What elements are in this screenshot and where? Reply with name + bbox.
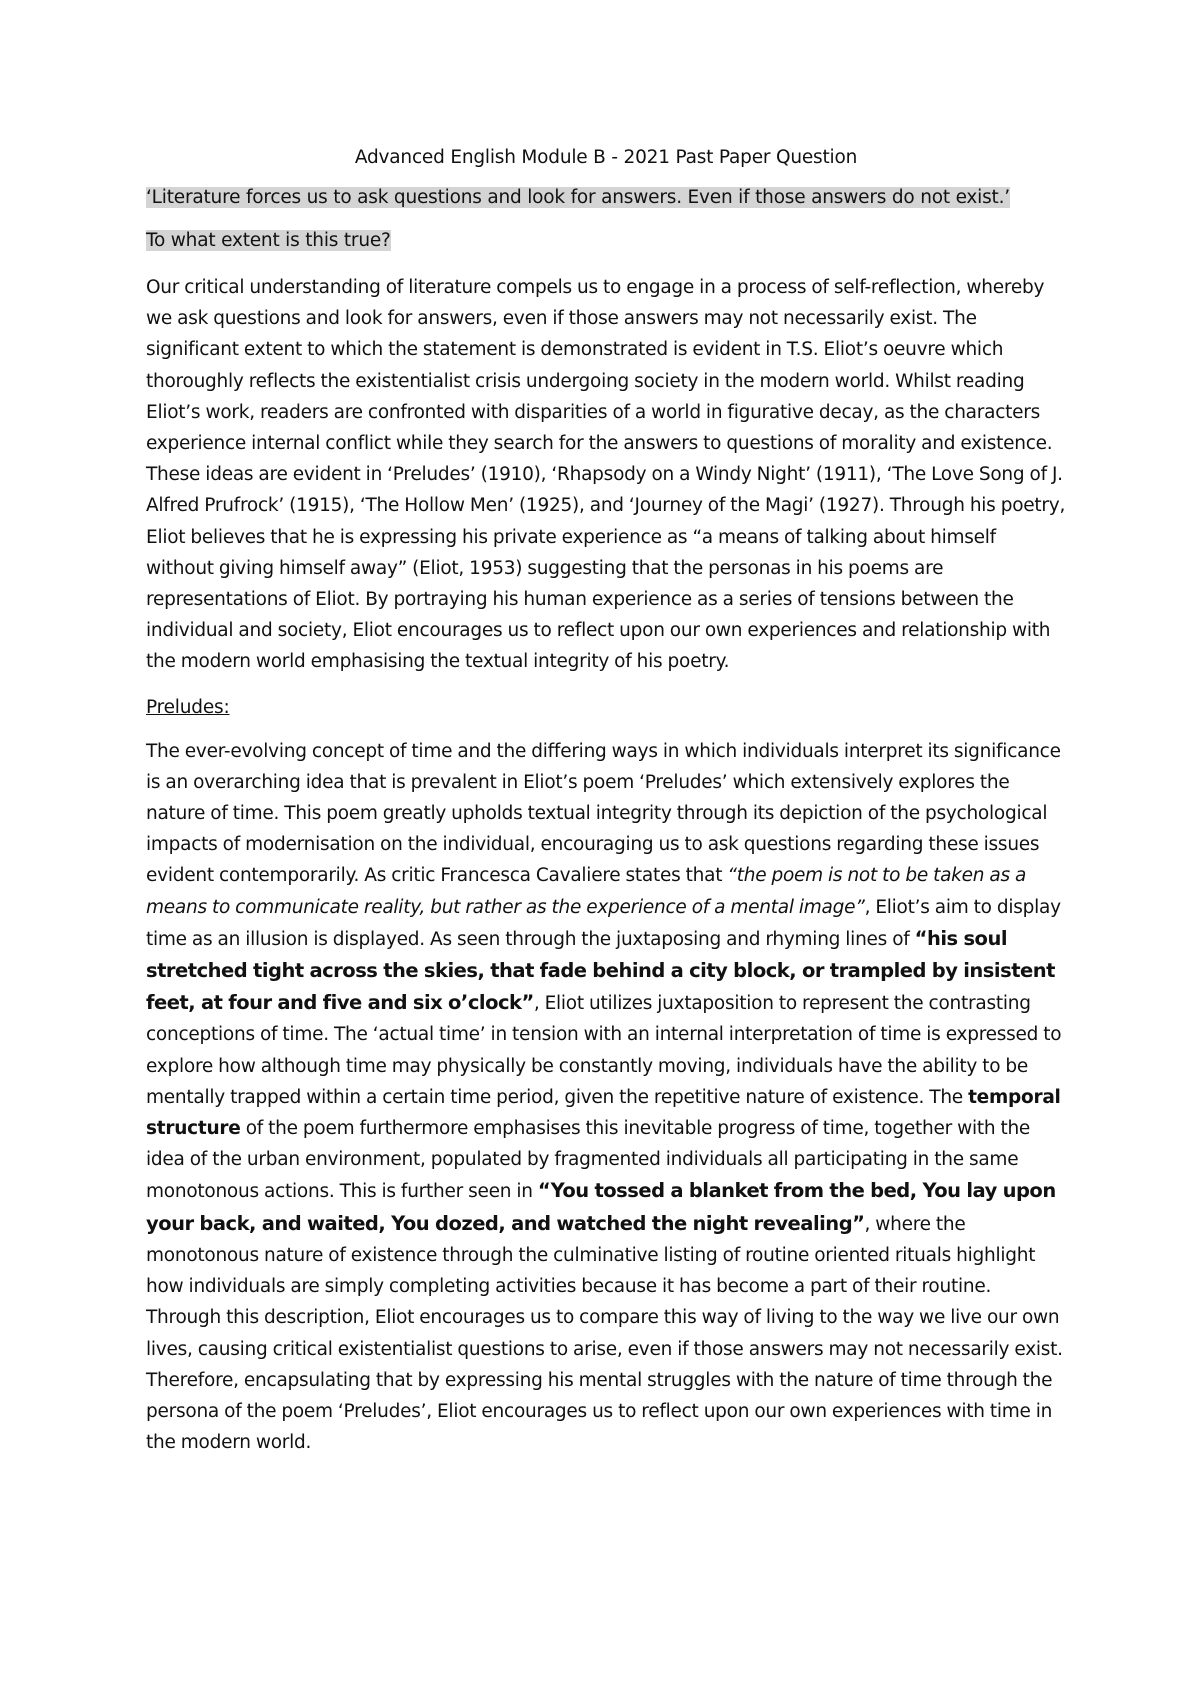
preludes-paragraph <box>146 736 1066 1459</box>
question-quote-line <box>146 186 1066 210</box>
question-prompt: To what extent is this true? <box>146 230 391 251</box>
preludes-text-3: , Eliot utilizes juxtaposition to represent the contrasting conceptions of time. The ‘actual time’ in tension with an internal interpretation of time is expressed to explore how although time may physically be constantly moving, individuals have the ability to be mentally trapped within a certain time period, given the repetitive nature of existence. The <box>146 993 1062 1108</box>
preludes-text-2: , Eliot’s aim to display time as an illusion is displayed. As seen through the juxtaposing and rhyming lines of <box>146 896 1061 950</box>
poem-quote-2: “You tossed a blanket from the bed, You lay upon your back, and waited, You dozed, and watched the night revealing” <box>146 1179 1056 1235</box>
document-page <box>146 146 1066 1458</box>
key-term: temporal structure <box>146 1086 1061 1140</box>
preludes-text-5: , where the monotonous nature of existence through the culminative listing of routine oriented rituals highlight how individuals are simply completing activities because it has become a part of their routine. Through this description, Eliot encourages us to compare this way of living to the way we live our own lives, causing critical existentialist questions to arise, even if those answers may not necessarily exist. Therefore, encapsulating that by expressing his mental struggles with the nature of time through the persona of the poem ‘Preludes’, Eliot encourages us to reflect upon our own experiences with time in the modern world. <box>146 1213 1063 1454</box>
question-quote: ‘Literature forces us to ask questions and look for answers. Even if those answers do not exist.’ <box>146 187 1010 208</box>
critic-quote: “the poem is not to be taken as a means to communicate reality, but rather as the experience of a mental image” <box>146 865 1027 918</box>
document-title: Advanced English Module B - 2021 Past Paper Question <box>354 147 858 168</box>
preludes-text-1: The ever-evolving concept of time and the differing ways in which individuals interpret its significance is an overarching idea that is prevalent in Eliot’s poem ‘Preludes’ which extensively explores the nature of time. This poem greatly upholds textual integrity through its depiction of the psychological impacts of modernisation on the individual, encouraging us to ask questions regarding these issues evident contemporarily. As critic Francesca Cavaliere states that <box>146 740 1061 887</box>
preludes-text-4: of the poem furthermore emphasises this inevitable progress of time, together with the idea of the urban environment, populated by fragmented individuals all participating in the same monotonous actions. This is further seen in <box>146 1118 1031 1203</box>
question-prompt-line <box>146 229 1066 253</box>
intro-paragraph: Our critical understanding of literature compels us to engage in a process of self-reflection, whereby we ask questions and look for answers, even if those answers may not necessarily exist. The significant extent to which the statement is demonstrated is evident in T.S. Eliot’s oeuvre which thoroughly reflects the existentialist crisis undergoing society in the modern world. Whilst reading Eliot’s work, readers are confronted with disparities of a world in figurative decay, as the characters experience internal conflict while they search for the answers to questions of morality and existence. These ideas are evident in ‘Preludes’ (1910), ‘Rhapsody on a Windy Night’ (1911), ‘The Love Song of J. Alfred Prufrock’ (1915), ‘The Hollow Men’ (1925), and ‘Journey of the Magi’ (1927). Through his poetry, Eliot believes that he is expressing his private experience as “a means of talking about himself without giving himself away” (Eliot, 1953) suggesting that the personas in his poems are representations of Eliot. By portraying his human experience as a series of tensions between the individual and society, Eliot encourages us to reflect upon our own experiences and relationship with the modern world emphasising the textual integrity of his poetry. <box>146 277 1066 673</box>
section-heading-preludes: Preludes: <box>146 696 230 718</box>
poem-quote-1: “his soul stretched tight across the skies, that fade behind a city block, or trampled by insistent feet, at four and five and six o’clock” <box>146 926 1055 1015</box>
